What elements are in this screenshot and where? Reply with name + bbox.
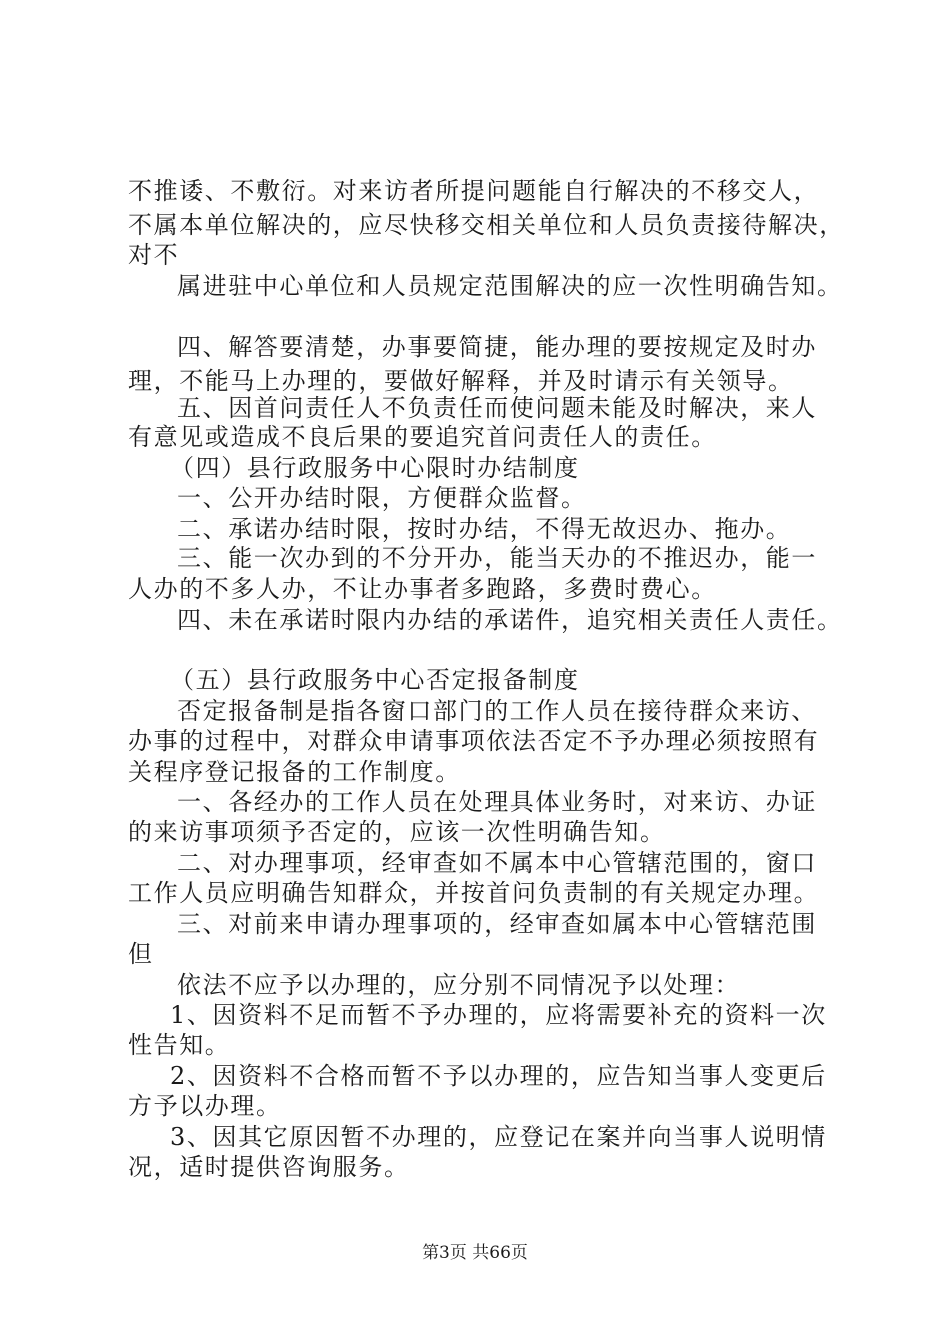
text-line: 一、公开办结时限，方便群众监督。 [177,484,587,512]
text-line: 依法不应予以办理的，应分别不同情况予以处理： [177,971,741,999]
text-line: 三、对前来申请办理事项的，经审查如属本中心管辖范围 [177,910,817,938]
text-line: 不推诿、不敷衍。对来访者所提问题能自行解决的不移交人， [128,177,820,205]
text-line: 办事的过程中，对群众申请事项依法否定不予办理必须按照有 [128,727,820,755]
text-line: 人办的不多人办，不让办事者多跑路，多费时费心。 [128,575,717,603]
text-line: 对不 [128,241,180,269]
section-heading: （五）县行政服务中心否定报备制度 [170,666,580,694]
text-line: 但 [128,940,154,968]
text-line: 有意见或造成不良后果的要追究首问责任人的责任。 [128,423,717,451]
text-line: 工作人员应明确告知群众，并按首问负责制的有关规定办理。 [128,879,820,907]
text-line: 一、各经办的工作人员在处理具体业务时，对来访、办证 [177,788,817,816]
text-line: 四、解答要清楚，办事要简捷，能办理的要按规定及时办 [177,333,817,361]
text-line: 五、因首问责任人不负责任而使问题未能及时解决，来人 [177,394,817,422]
text-line: 况，适时提供咨询服务。 [128,1153,410,1181]
text-line: 二、承诺办结时限，按时办结，不得无故迟办、拖办。 [177,515,792,543]
text-line: 三、能一次办到的不分开办，能当天办的不推迟办，能一 [177,544,817,572]
text-line: 3、因其它原因暂不办理的，应登记在案并向当事人说明情 [170,1123,827,1151]
text-line: 性告知。 [128,1031,231,1059]
text-line: 四、未在承诺时限内办结的承诺件，追究相关责任人责任。 [177,606,843,634]
page-footer: 第3页 共66页 [422,1243,528,1263]
text-line: 的来访事项须予否定的，应该一次性明确告知。 [128,818,666,846]
text-line: 关程序登记报备的工作制度。 [128,758,461,786]
text-line: 否定报备制是指各窗口部门的工作人员在接待群众来访、 [177,697,817,725]
text-line: 理，不能马上办理的，要做好解释，并及时请示有关领导。 [128,367,794,395]
text-line: 属进驻中心单位和人员规定范围解决的应一次性明确告知。 [177,272,843,300]
text-line: 2、因资料不合格而暂不予以办理的，应告知当事人变更后 [170,1062,827,1090]
text-line: 二、对办理事项，经审查如不属本中心管辖范围的，窗口 [177,849,817,877]
text-line: 不属本单位解决的，应尽快移交相关单位和人员负责接待解决， [128,211,845,239]
section-heading: （四）县行政服务中心限时办结制度 [170,454,580,482]
text-line: 1、因资料不足而暂不予办理的，应将需要补充的资料一次 [170,1001,827,1029]
text-line: 方予以办理。 [128,1092,282,1120]
